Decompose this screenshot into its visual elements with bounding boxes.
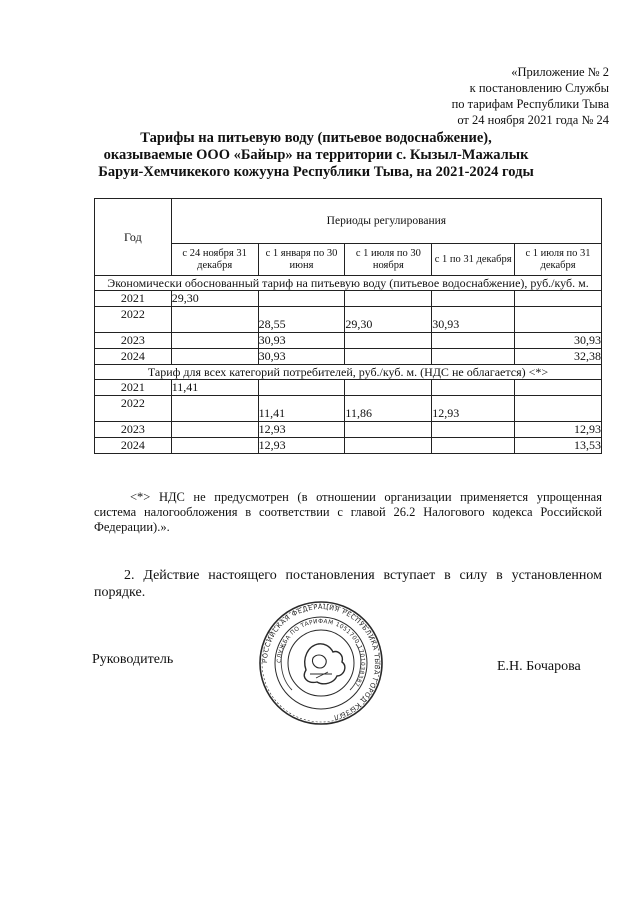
- svg-text:РОССИЙСКАЯ ФЕДЕРАЦИЯ РЕСПУБЛИК: РОССИЙСКАЯ ФЕДЕРАЦИЯ РЕСПУБЛИКА ТЫВА ГОРОД КЫЗЫЛ: [260, 602, 382, 722]
- appendix-header: [452, 64, 609, 128]
- appendix-line-3: по тарифам Республики Тыва: [451, 97, 609, 111]
- tariff-cell: 30,93: [258, 333, 345, 349]
- empty-cell: [432, 349, 515, 365]
- period-header-1: с 24 ноября 31 декабря: [171, 244, 258, 276]
- tariff-cell: 11,41: [258, 396, 345, 422]
- section-consumer-tariff: Тариф для всех категорий потребителей, руб./куб. м. (НДС не облагается) <*>: [95, 365, 602, 380]
- periods-header: Периоды регулирования: [171, 199, 601, 244]
- tariff-cell: 28,55: [258, 307, 345, 333]
- period-header-3: с 1 июля по 30 ноября: [345, 244, 432, 276]
- table-row: [95, 438, 602, 454]
- vat-footnote: <*> НДС не предусмотрен (в отношении организации применяется упрощенная система налогообложения в соответствии с главой 26.2 Налогового кодекса Российской Федерации).».: [94, 490, 602, 534]
- empty-cell: [171, 422, 258, 438]
- empty-cell: [515, 396, 602, 422]
- period-header-2: с 1 января по 30 июня: [258, 244, 345, 276]
- tariff-cell: 32,38: [515, 349, 602, 365]
- empty-cell: [258, 380, 345, 396]
- empty-cell: [171, 307, 258, 333]
- appendix-line-4: от 24 ноября 2021 года № 24: [457, 113, 609, 127]
- empty-cell: [515, 291, 602, 307]
- year-cell: 2024: [95, 349, 172, 365]
- table-row: [95, 333, 602, 349]
- empty-cell: [345, 333, 432, 349]
- document-title: Тарифы на питьевую воду (питьевое водоснабжение), оказываемые ООО «Байыр» на территории с. Кызыл-Мажалык Баруи-Хемчикекого кожууна Республики Тыва, на 2021-2024 годы: [98, 130, 534, 180]
- empty-cell: [171, 333, 258, 349]
- section-economic-tariff: Экономически обоснованный тариф на питьевую воду (питьевое водоснабжение), руб./куб. м.: [95, 276, 602, 291]
- signer-name: Е.Н. Бочарова: [497, 659, 581, 674]
- empty-cell: [258, 291, 345, 307]
- empty-cell: [432, 438, 515, 454]
- tariff-cell: 11,41: [171, 380, 258, 396]
- tariff-cell: 12,93: [258, 422, 345, 438]
- appendix-line-2: к постановлению Службы: [469, 81, 609, 95]
- tariff-cell: 29,30: [171, 291, 258, 307]
- empty-cell: [345, 438, 432, 454]
- empty-cell: [345, 422, 432, 438]
- period-header-4: с 1 по 31 декабря: [432, 244, 515, 276]
- empty-cell: [432, 380, 515, 396]
- year-cell: 2024: [95, 438, 172, 454]
- signer-role: Руководитель: [92, 652, 174, 667]
- table-row: [95, 291, 602, 307]
- tariff-cell: 12,93: [432, 396, 515, 422]
- tariff-cell: 13,53: [515, 438, 602, 454]
- tariff-table: [94, 198, 602, 454]
- empty-cell: [345, 380, 432, 396]
- tariff-cell: 30,93: [515, 333, 602, 349]
- tariff-cell: 12,93: [258, 438, 345, 454]
- official-seal-stamp: [258, 600, 384, 726]
- tariff-cell: 12,93: [515, 422, 602, 438]
- tariff-cell: 30,93: [432, 307, 515, 333]
- appendix-line-1: «Приложение № 2: [511, 65, 609, 79]
- year-cell: 2023: [95, 333, 172, 349]
- table-row: [95, 307, 602, 333]
- table-row: [95, 422, 602, 438]
- table-row: [95, 396, 602, 422]
- empty-cell: [345, 349, 432, 365]
- empty-cell: [345, 291, 432, 307]
- period-header-5: с 1 июля по 31 декабря: [515, 244, 602, 276]
- empty-cell: [515, 380, 602, 396]
- empty-cell: [432, 291, 515, 307]
- year-column-header: Год: [95, 199, 172, 276]
- year-cell: 2022: [95, 307, 172, 333]
- year-cell: 2022: [95, 396, 172, 422]
- empty-cell: [515, 307, 602, 333]
- year-cell: 2021: [95, 291, 172, 307]
- svg-text:СЛУЖБА ПО ТАРИФАМ 1051700 1701: СЛУЖБА ПО ТАРИФАМ 1051700 1701038387: [276, 618, 366, 688]
- tariff-cell: 29,30: [345, 307, 432, 333]
- empty-cell: [171, 349, 258, 365]
- empty-cell: [171, 438, 258, 454]
- year-cell: 2021: [95, 380, 172, 396]
- effective-clause: 2. Действие настоящего постановления вступает в силу в установленном порядке.: [94, 568, 602, 600]
- empty-cell: [171, 396, 258, 422]
- empty-cell: [432, 333, 515, 349]
- tariff-cell: 30,93: [258, 349, 345, 365]
- table-row: [95, 349, 602, 365]
- table-row: [95, 380, 602, 396]
- tariff-cell: 11,86: [345, 396, 432, 422]
- empty-cell: [432, 422, 515, 438]
- year-cell: 2023: [95, 422, 172, 438]
